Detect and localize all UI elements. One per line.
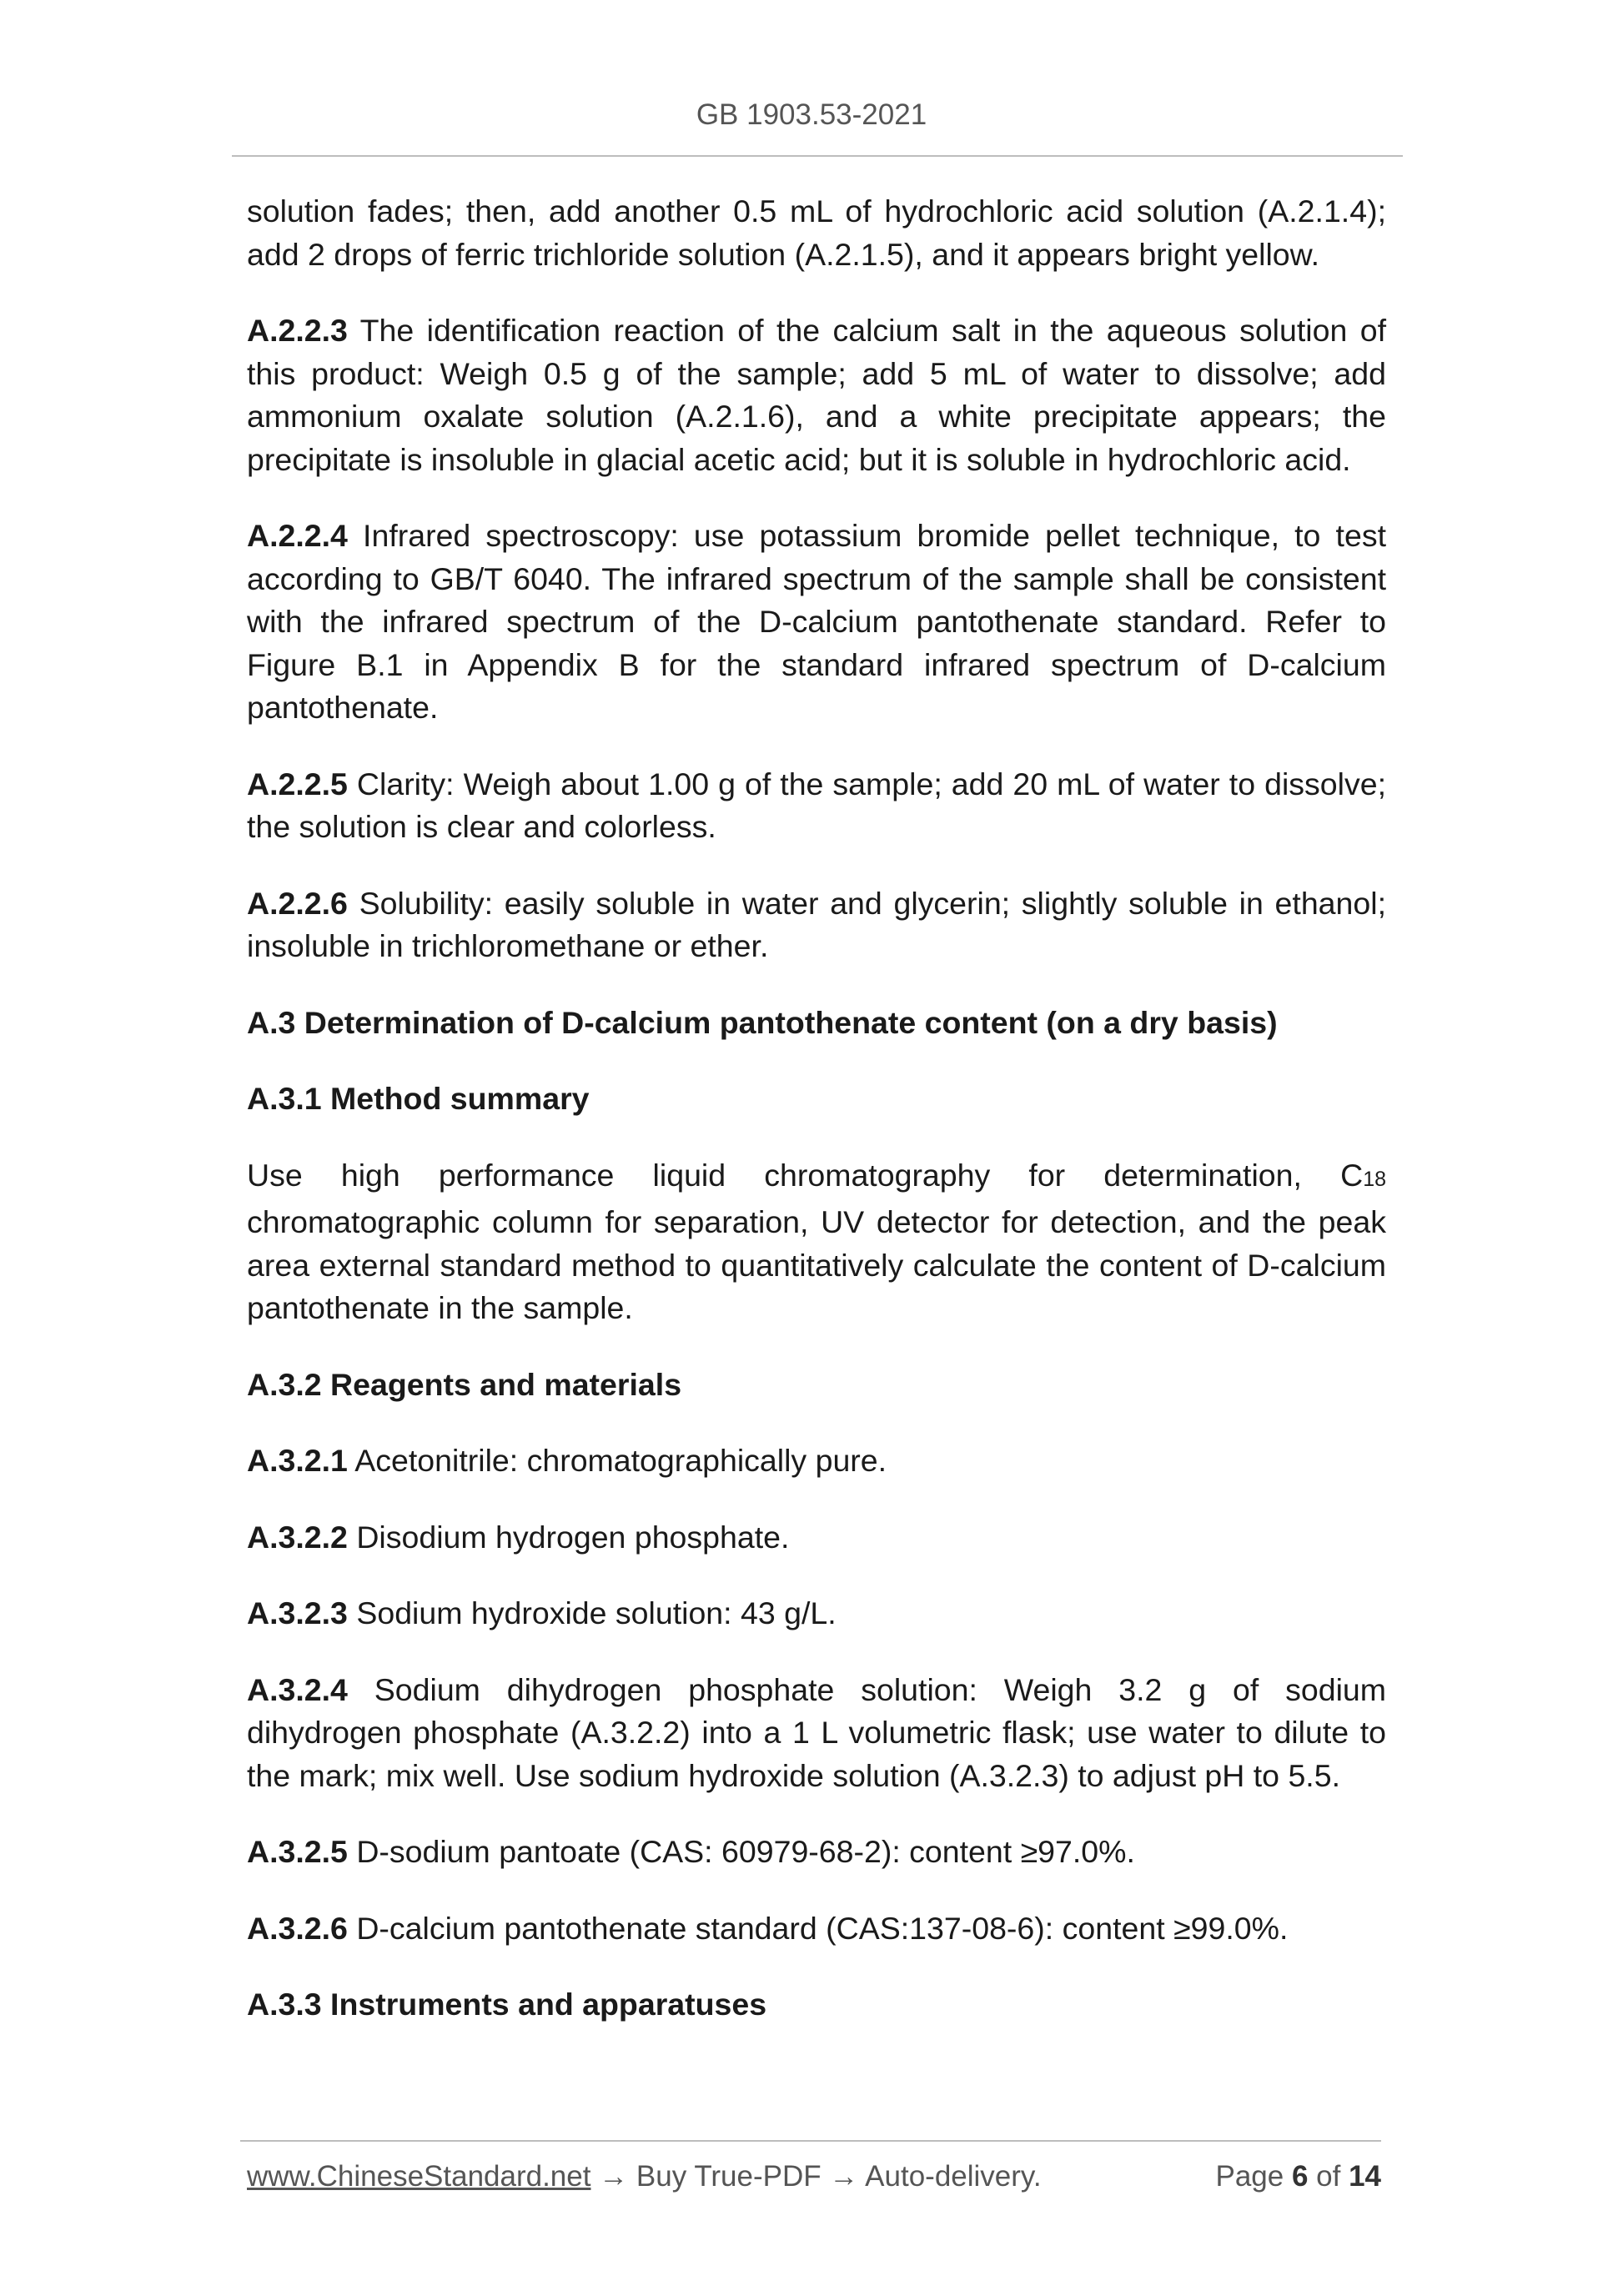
clause-text: Disodium hydrogen phosphate. xyxy=(347,1519,790,1555)
clause-number: A.3.2.5 xyxy=(247,1834,348,1869)
paragraph-text: Use high performance liquid chromatography for determination, C xyxy=(247,1157,1364,1193)
clause-text: Infrared spectroscopy: use potassium bromide pellet technique, to test according to GB/T 6040. The infrared spectrum of the sample shall be consistent with the infrared spectrum of the D-calcium pantothenate standard. Refer to Figure B.1 in Appendix B for the standard infrared spectrum of D-calcium pantothenate. xyxy=(247,518,1386,725)
clause-a-3-2-6 xyxy=(247,1907,1386,1951)
paragraph-continuation xyxy=(247,190,1386,276)
clause-a-3-2-2 xyxy=(247,1516,1386,1560)
clause-number: A.3.2.4 xyxy=(247,1671,348,1707)
footer-tagline: → Buy True-PDF → Auto-delivery. xyxy=(590,2160,1042,2193)
clause-text: Acetonitrile: chromatographically pure. xyxy=(347,1443,887,1478)
section-heading-a-3-2: A.3.2 Reagents and materials xyxy=(247,1366,682,1402)
clause-number: A.2.2.5 xyxy=(247,766,348,801)
clause-number: A.3.2.2 xyxy=(247,1519,348,1555)
document-body xyxy=(247,190,1386,2060)
header-divider xyxy=(232,155,1403,157)
clause-number: A.2.2.6 xyxy=(247,885,348,921)
total-pages: 14 xyxy=(1349,2160,1381,2193)
page-number: Page 6 of 14 xyxy=(1215,2160,1381,2193)
method-summary-paragraph xyxy=(247,1154,1386,1330)
clause-text: D-sodium pantoate (CAS: 60979-68-2): content ≥97.0%. xyxy=(347,1834,1135,1869)
clause-a-2-2-4 xyxy=(247,515,1386,730)
section-heading-a-3: A.3 Determination of D-calcium pantothenate content (on a dry basis) xyxy=(247,1004,1278,1040)
section-heading-a-3-1: A.3.1 Method summary xyxy=(247,1081,590,1116)
clause-number: A.3.2.1 xyxy=(247,1443,348,1478)
clause-a-2-2-3 xyxy=(247,309,1386,481)
clause-a-3-2-1 xyxy=(247,1439,1386,1483)
paragraph-text: solution fades; then, add another 0.5 mL of hydrochloric acid solution (A.2.1.4); add 2 drops of ferric trichloride solution (A.2.1.5), and it appears bright yellow. xyxy=(247,193,1386,272)
clause-a-3-2-5 xyxy=(247,1831,1386,1874)
clause-a-3-2-3 xyxy=(247,1592,1386,1635)
clause-text: Solubility: easily soluble in water and glycerin; slightly soluble in ethanol; insoluble in trichloromethane or ether. xyxy=(247,885,1386,963)
clause-text: Sodium dihydrogen phosphate solution: Weigh 3.2 g of sodium dihydrogen phosphate (A.3.2.2) into a 1 L volumetric flask; use water to dilute to the mark; mix well. Use sodium hydroxide solution (A.3.2.3) to adjust pH to 5.5. xyxy=(247,1671,1386,1793)
clause-number: A.3.2.3 xyxy=(247,1595,348,1630)
clause-number: A.2.2.4 xyxy=(247,518,348,553)
clause-text: D-calcium pantothenate standard (CAS:137-08-6): content ≥99.0%. xyxy=(347,1910,1289,1946)
clause-number: A.3.2.6 xyxy=(247,1910,348,1946)
page-footer xyxy=(247,2160,1381,2193)
clause-number: A.2.2.3 xyxy=(247,313,348,348)
clause-text: Sodium hydroxide solution: 43 g/L. xyxy=(347,1595,837,1630)
current-page: 6 xyxy=(1291,2160,1309,2193)
footer-divider xyxy=(240,2140,1381,2142)
paragraph-text: chromatographic column for separation, UV detector for detection, and the peak area external standard method to quantitatively calculate the content of D-calcium pantothenate in the sample. xyxy=(247,1204,1386,1325)
clause-text: The identification reaction of the calcium salt in the aqueous solution of this product: Weigh 0.5 g of the sample; add 5 mL of water to dissolve; add ammonium oxalate solution (A.2.1.6), and a white precipitate appears; the precipitate is insoluble in glacial acetic acid; but it is soluble in hydrochloric acid. xyxy=(247,313,1386,477)
footer-left xyxy=(247,2160,1042,2193)
section-heading-a-3-3: A.3.3 Instruments and apparatuses xyxy=(247,1987,767,2022)
clause-a-3-2-4 xyxy=(247,1669,1386,1798)
page-header-title: GB 1903.53-2021 xyxy=(696,98,927,131)
website-link[interactable]: www.ChineseStandard.net xyxy=(247,2160,591,2193)
clause-a-2-2-5 xyxy=(247,763,1386,849)
clause-text: Clarity: Weigh about 1.00 g of the sample; add 20 mL of water to dissolve; the solution is clear and colorless. xyxy=(247,766,1386,844)
clause-a-2-2-6 xyxy=(247,882,1386,968)
subscript-18: 18 xyxy=(1363,1167,1386,1191)
